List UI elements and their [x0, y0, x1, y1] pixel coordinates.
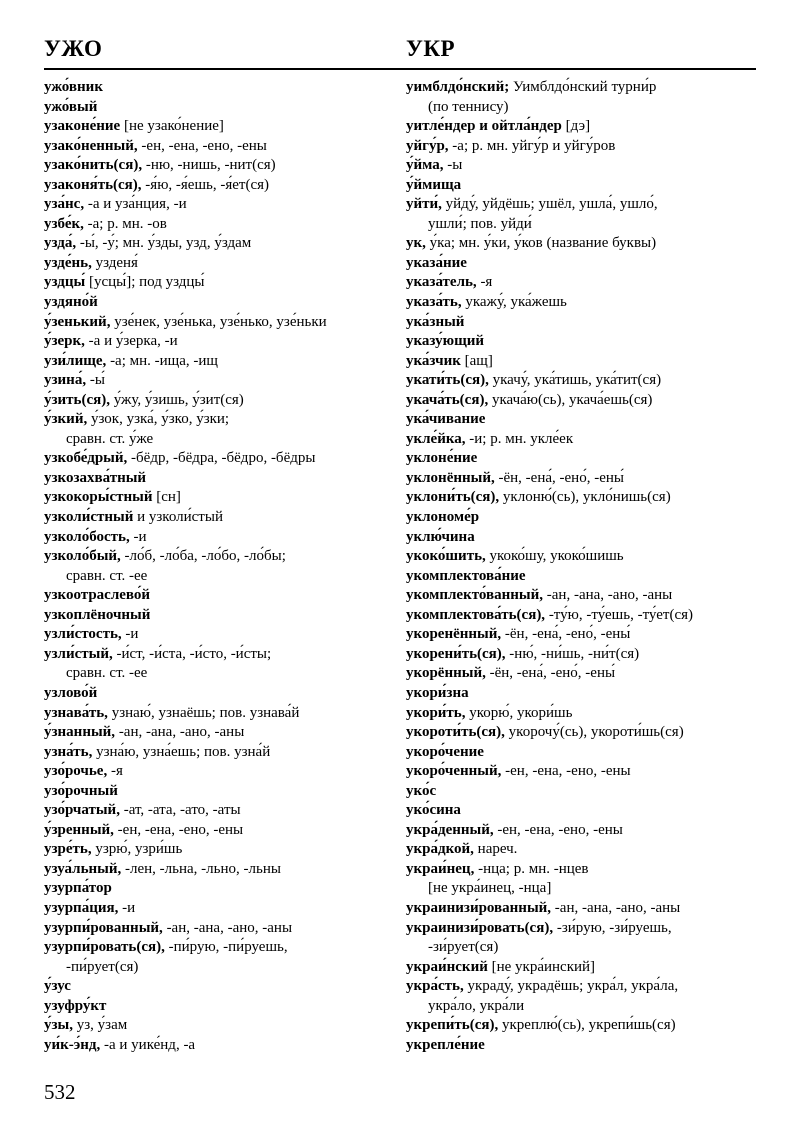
entry-forms: узрю́, узри́шь: [91, 841, 183, 858]
dictionary-entry: [406, 762, 756, 782]
entry-forms: -а; р. мн. уйгу́р и уйгу́ров: [448, 137, 616, 154]
entry-headword: уклони́ть(ся),: [406, 489, 500, 506]
dictionary-entry: [44, 606, 394, 626]
entry-headword: укомплекто́ванный,: [406, 587, 544, 604]
dictionary-entry: [406, 743, 756, 763]
entry-forms: -я: [107, 763, 123, 780]
entry-headword: укле́йка,: [406, 430, 466, 447]
entry-forms: -зи́рует(ся): [428, 939, 499, 956]
entry-forms: и узколи́стый: [133, 509, 223, 526]
entry-headword: указа́тель,: [406, 274, 477, 291]
entry-headword: узкозахва́тный: [44, 469, 147, 486]
entry-headword: узурпа́ция,: [44, 899, 119, 916]
entry-headword: узкоплёночный: [44, 606, 151, 623]
header-right-guideword: УКР: [406, 36, 456, 61]
entry-headword: укра́дкой,: [406, 841, 474, 858]
dictionary-entry: [44, 840, 394, 860]
entry-continuation: [406, 98, 756, 118]
entry-forms: [не укра́инский]: [487, 958, 596, 975]
dictionary-entry: [406, 840, 756, 860]
dictionary-entry: [406, 567, 756, 587]
dictionary-entry: [406, 860, 756, 880]
entry-forms: Уимблдо́нский турни́р: [509, 79, 657, 95]
dictionary-entry: [406, 371, 756, 391]
entry-forms: [не укра́инец, -нца]: [428, 880, 552, 897]
dictionary-entry: [44, 234, 394, 254]
dictionary-entry: [44, 273, 394, 293]
entry-headword: укача́ть(ся),: [406, 391, 489, 408]
entry-headword: у́знанный,: [44, 724, 116, 741]
entry-headword: узурпи́ровать(ся),: [44, 939, 165, 956]
entry-forms: у́жу, у́зишь, у́зит(ся): [109, 391, 244, 408]
entry-headword: узна́ть,: [44, 743, 93, 760]
entry-headword: укори́ть,: [406, 704, 466, 721]
entry-forms: -а и уза́нция, -и: [84, 196, 187, 213]
entry-headword: уза́нс,: [44, 196, 85, 213]
entry-headword: ука́зчик: [406, 352, 461, 369]
entry-headword: уздцы́: [44, 274, 86, 291]
dictionary-entry: [406, 625, 756, 645]
dictionary-entry: [406, 958, 756, 978]
entry-headword: укори́зна: [406, 684, 469, 701]
dictionary-entry: [406, 782, 756, 802]
entry-forms: -а и у́зерка, -и: [84, 333, 178, 350]
dictionary-entry: [44, 625, 394, 645]
entry-forms: (по теннису): [428, 98, 509, 115]
entry-forms: узе́нек, узе́нька, узе́нько, узе́ньки: [110, 313, 327, 330]
dictionary-entry: [406, 801, 756, 821]
entry-headword: узколи́стный: [44, 509, 134, 526]
entry-headword: указа́ть,: [406, 294, 462, 311]
entry-continuation: [406, 997, 756, 1017]
dictionary-entry: [406, 352, 756, 372]
entry-forms: -и: [121, 626, 139, 643]
dictionary-entry: [406, 430, 756, 450]
dictionary-entry: [406, 410, 756, 430]
dictionary-entry: [44, 997, 394, 1017]
entry-headword: узаконя́ть(ся),: [44, 176, 142, 193]
entry-headword: уимблдо́нский;: [406, 79, 510, 95]
entry-forms: уз, у́зам: [73, 1017, 128, 1034]
dictionary-entry: [406, 313, 756, 333]
entry-headword: уклонённый,: [406, 469, 495, 486]
entry-headword: узде́нь,: [44, 254, 92, 271]
entry-forms: [усцы́]; под уздцы́: [85, 274, 205, 291]
entry-headword: у́йма,: [406, 157, 444, 174]
entry-forms: у́зок, узка́, у́зко, у́зки;: [87, 411, 230, 428]
entry-headword: узи́лище,: [44, 352, 107, 369]
entry-headword: уйти́,: [406, 196, 442, 213]
dictionary-entry: [44, 879, 394, 899]
entry-headword: указа́ние: [406, 254, 467, 271]
dictionary-entry: [44, 645, 394, 665]
dictionary-entry: [406, 899, 756, 919]
entry-forms: -ат, -ата, -ато, -аты: [119, 802, 241, 819]
entry-headword: узлово́й: [44, 684, 98, 701]
dictionary-entry: [44, 938, 394, 958]
dictionary-entry: [406, 78, 756, 98]
entry-forms: -нца; р. мн. -нцев: [474, 860, 589, 877]
entry-headword: уздяно́й: [44, 294, 98, 311]
entry-headword: укомплектова́ние: [406, 567, 526, 584]
dictionary-entry: [406, 586, 756, 606]
entry-forms: -ен, -ена, -ено, -ены: [137, 137, 267, 154]
entry-forms: украду́, украдёшь; укра́л, укра́ла,: [463, 978, 679, 995]
entry-forms: -ту́ю, -ту́ешь, -ту́ет(ся): [545, 606, 693, 623]
dictionary-entry: [406, 704, 756, 724]
entry-headword: уклономе́р: [406, 509, 480, 526]
entry-headword: у́ймища: [406, 176, 462, 193]
dictionary-entry: [44, 547, 394, 567]
dictionary-entry: [44, 919, 394, 939]
entry-forms: [дэ]: [561, 118, 591, 135]
entry-headword: узо́рочный: [44, 782, 118, 799]
entry-forms: -ан, -ана, -ано, -аны: [162, 919, 293, 936]
dictionary-entry: [44, 704, 394, 724]
entry-forms: -я́ю, -я́ешь, -я́ет(ся): [141, 176, 269, 193]
entry-headword: укрепле́ние: [406, 1036, 485, 1053]
entry-headword: уклоне́ние: [406, 450, 478, 467]
dictionary-entry: [44, 332, 394, 352]
entry-headword: у́зус: [44, 978, 71, 995]
entry-forms: -ан, -ана, -ано, -аны: [543, 587, 673, 604]
left-column: [44, 78, 394, 1055]
entry-headword: у́зы,: [44, 1017, 73, 1034]
entry-forms: -и: [129, 528, 147, 545]
entry-headword: уко́сина: [406, 802, 461, 819]
entry-forms: -и́ст, -и́ста, -и́сто, -и́сты;: [112, 645, 272, 662]
entry-forms: -а; р. мн. -ов: [83, 215, 167, 232]
entry-forms: -ы́: [86, 372, 105, 389]
entry-headword: украинизи́рованный,: [406, 899, 552, 916]
entry-forms: укачу́, ука́тишь, ука́тит(ся): [488, 372, 662, 389]
entry-forms: -ён, -ена́, -ено́, -ены́: [485, 665, 616, 682]
entry-continuation: [44, 567, 394, 587]
entry-forms: [не узако́нение]: [120, 118, 224, 135]
entry-headword: узли́стый,: [44, 645, 113, 662]
entry-forms: [ащ]: [460, 352, 493, 369]
dictionary-entry: [406, 176, 756, 196]
dictionary-entry: [44, 254, 394, 274]
dictionary-entry: [44, 449, 394, 469]
entry-forms: укорю́, укори́шь: [465, 704, 573, 721]
entry-headword: укати́ть(ся),: [406, 372, 489, 389]
dictionary-entry: [406, 156, 756, 176]
entry-forms: ушли́; пов. уйди́: [428, 215, 532, 232]
dictionary-entry: [406, 254, 756, 274]
dictionary-entry: [406, 547, 756, 567]
entry-headword: узкобе́дрый,: [44, 450, 128, 467]
dictionary-entry: [44, 801, 394, 821]
entry-forms: -бёдр, -бёдра, -бёдро, -бёдры: [127, 450, 316, 467]
entry-forms: сравн. ст. у́же: [66, 430, 154, 447]
entry-forms: узнаю́, узнаёшь; пов. узнава́й: [107, 704, 300, 721]
dictionary-entry: [44, 821, 394, 841]
dictionary-page: [44, 36, 756, 1126]
dictionary-entry: [406, 234, 756, 254]
dictionary-entry: [44, 488, 394, 508]
entry-forms: -пи́рую, -пи́руешь,: [164, 939, 288, 956]
dictionary-entry: [406, 1016, 756, 1036]
dictionary-entry: [44, 762, 394, 782]
dictionary-entry: [44, 391, 394, 411]
entry-headword: укоро́чение: [406, 743, 484, 760]
entry-headword: украинизи́ровать(ся),: [406, 919, 554, 936]
entry-forms: -и: [118, 899, 136, 916]
entry-headword: уи́к-э́нд,: [44, 1036, 101, 1053]
entry-forms: -ло́б, -ло́ба, -ло́бо, -ло́бы;: [120, 548, 286, 565]
dictionary-entry: [406, 919, 756, 939]
dictionary-entry: [406, 293, 756, 313]
entry-forms: -ен, -ена, -ено, -ены: [493, 821, 623, 838]
entry-headword: узо́рчатый,: [44, 802, 120, 819]
entry-headword: укомплектова́ть(ся),: [406, 606, 546, 623]
entry-forms: -ён, -ена́, -ено́, -ены́: [501, 626, 631, 643]
entry-forms: уклоню́(сь), укло́нишь(ся): [499, 489, 671, 506]
dictionary-entry: [44, 528, 394, 548]
dictionary-entry: [44, 586, 394, 606]
dictionary-entry: [44, 371, 394, 391]
dictionary-entry: [44, 860, 394, 880]
dictionary-entry: [44, 176, 394, 196]
entry-headword: узколо́бый,: [44, 548, 121, 565]
dictionary-entry: [44, 410, 394, 430]
entry-headword: узако́нить(ся),: [44, 157, 143, 174]
entry-headword: укоро́ченный,: [406, 763, 502, 780]
page-header: [44, 36, 756, 70]
entry-forms: сравн. ст. -ее: [66, 665, 148, 682]
dictionary-entry: [406, 117, 756, 137]
entry-continuation: [44, 430, 394, 450]
dictionary-entry: [406, 508, 756, 528]
dictionary-entry: [44, 977, 394, 997]
dictionary-entry: [406, 488, 756, 508]
entry-headword: ука́зный: [406, 313, 465, 330]
entry-forms: -я: [476, 274, 493, 291]
entry-headword: укорённый,: [406, 665, 486, 682]
dictionary-entry: [406, 977, 756, 997]
entry-headword: у́зить(ся),: [44, 391, 110, 408]
entry-forms: уйду́, уйдёшь; ушёл, ушла́, ушло́,: [441, 196, 658, 213]
entry-headword: ужо́вый: [44, 98, 98, 115]
dictionary-entry: [44, 78, 394, 98]
entry-headword: узре́ть,: [44, 841, 92, 858]
entry-forms: -ню́, -ни́шь, -ни́т(ся): [505, 645, 640, 662]
entry-headword: укрепи́ть(ся),: [406, 1017, 499, 1034]
dictionary-entry: [44, 508, 394, 528]
entry-headword: укорени́ть(ся),: [406, 645, 506, 662]
dictionary-entry: [44, 195, 394, 215]
entry-forms: узденя́: [91, 254, 138, 271]
entry-headword: у́зкий,: [44, 411, 88, 428]
dictionary-entry: [406, 195, 756, 215]
entry-headword: укоко́шить,: [406, 548, 486, 565]
entry-headword: у́зренный,: [44, 821, 114, 838]
dictionary-entry: [406, 449, 756, 469]
entry-headword: ужо́вник: [44, 79, 103, 95]
dictionary-entry: [406, 606, 756, 626]
entry-continuation: [44, 958, 394, 978]
entry-forms: у́ка; мн. у́ки, у́ков (название буквы): [425, 235, 657, 252]
entry-headword: узуфру́кт: [44, 997, 107, 1014]
entry-forms: укорочу́(сь), укороти́шь(ся): [504, 724, 684, 741]
entry-headword: ука́чивание: [406, 411, 486, 428]
dictionary-entry: [406, 645, 756, 665]
dictionary-entry: [406, 723, 756, 743]
dictionary-entry: [44, 215, 394, 235]
entry-continuation: [406, 938, 756, 958]
entry-headword: узурпи́рованный,: [44, 919, 163, 936]
entry-forms: -ы́, -у́; мн. у́зды, узд, у́здам: [76, 235, 252, 252]
entry-headword: узбе́к,: [44, 215, 84, 232]
entry-forms: -ен, -ена, -ено, -ены: [113, 821, 244, 838]
dictionary-entry: [406, 528, 756, 548]
entry-forms: укра́ло, укра́ли: [428, 997, 525, 1014]
entry-forms: -зи́рую, -зи́руешь,: [553, 919, 672, 936]
entry-forms: -ы: [443, 157, 463, 174]
dictionary-entry: [44, 98, 394, 118]
dictionary-entry: [44, 782, 394, 802]
entry-headword: узина́,: [44, 372, 87, 389]
dictionary-entry: [44, 723, 394, 743]
entry-headword: укороти́ть(ся),: [406, 724, 505, 741]
right-column: [406, 78, 756, 1055]
entry-headword: укра́сть,: [406, 978, 464, 995]
dictionary-entry: [406, 391, 756, 411]
dictionary-entry: [406, 1036, 756, 1056]
entry-headword: узколо́бость,: [44, 528, 130, 545]
dictionary-entry: [44, 1036, 394, 1056]
dictionary-entry: [44, 743, 394, 763]
dictionary-entry: [406, 332, 756, 352]
dictionary-entry: [406, 273, 756, 293]
entry-forms: -лен, -льна, -льно, -льны: [121, 860, 281, 877]
entry-forms: -и; р. мн. укле́ек: [465, 430, 574, 447]
entry-forms: узна́ю, узна́ешь; пов. узна́й: [92, 743, 271, 760]
entry-headword: уко́с: [406, 782, 437, 799]
entry-headword: узда́,: [44, 235, 77, 252]
entry-headword: узнава́ть,: [44, 704, 108, 721]
entry-forms: -ан, -ана, -ано, -аны: [115, 724, 245, 741]
dictionary-entry: [44, 293, 394, 313]
entry-forms: нареч.: [473, 841, 518, 858]
entry-headword: узуа́льный,: [44, 860, 122, 877]
entry-continuation: [406, 215, 756, 235]
entry-headword: у́зерк,: [44, 333, 85, 350]
entry-headword: узурпа́тор: [44, 880, 112, 897]
entry-headword: узкоотраслево́й: [44, 587, 151, 604]
entry-headword: уитле́ндер и ойтла́ндер: [406, 118, 562, 135]
entry-forms: -а; мн. -ища, -ищ: [106, 352, 218, 369]
dictionary-entry: [44, 469, 394, 489]
entry-headword: украи́нец,: [406, 860, 475, 877]
entry-headword: украи́нский: [406, 958, 488, 975]
entry-forms: укача́ю(сь), укача́ешь(ся): [488, 391, 653, 408]
entry-headword: укоренённый,: [406, 626, 502, 643]
dictionary-entry: [406, 821, 756, 841]
entry-headword: узо́рочье,: [44, 763, 108, 780]
dictionary-entry: [44, 1016, 394, 1036]
dictionary-entry: [44, 684, 394, 704]
entry-headword: узли́стость,: [44, 626, 122, 643]
dictionary-entry: [44, 117, 394, 137]
dictionary-entry: [44, 156, 394, 176]
entry-headword: узкокоры́стный: [44, 489, 153, 506]
entry-continuation: [406, 879, 756, 899]
dictionary-entry: [406, 469, 756, 489]
entry-forms: -ён, -ена́, -ено́, -ены́: [494, 469, 624, 486]
entry-headword: уклю́чина: [406, 528, 475, 545]
dictionary-entry: [44, 137, 394, 157]
dictionary-entry: [406, 684, 756, 704]
dictionary-entry: [406, 137, 756, 157]
entry-forms: -ан, -ана, -ано, -аны: [551, 899, 681, 916]
entry-headword: уйгу́р,: [406, 137, 449, 154]
dictionary-entry: [406, 664, 756, 684]
entry-headword: у́зенький,: [44, 313, 111, 330]
dictionary-entry: [44, 313, 394, 333]
entry-continuation: [44, 664, 394, 684]
entry-forms: -пи́рует(ся): [66, 958, 139, 975]
entry-headword: узаконе́ние: [44, 118, 121, 135]
header-left-guideword: УЖО: [44, 36, 103, 61]
dictionary-entry: [44, 352, 394, 372]
entry-headword: ук,: [406, 235, 426, 252]
entry-forms: укажу́, ука́жешь: [461, 294, 567, 311]
entry-forms: -а и уике́нд, -а: [100, 1036, 196, 1053]
page-number: 532: [44, 1080, 76, 1104]
entry-headword: узако́ненный,: [44, 137, 138, 154]
entry-headword: укра́денный,: [406, 821, 494, 838]
entry-forms: укреплю́(сь), укрепи́шь(ся): [498, 1017, 676, 1034]
entry-forms: укоко́шу, укоко́шишь: [485, 548, 624, 565]
dictionary-entry: [44, 899, 394, 919]
entry-forms: -ен, -ена, -ено, -ены: [501, 763, 631, 780]
entry-forms: [сн]: [152, 489, 181, 506]
entry-forms: сравн. ст. -ее: [66, 567, 148, 584]
entry-forms: -ню, -нишь, -нит(ся): [142, 157, 276, 174]
entry-headword: указу́ющий: [406, 333, 485, 350]
